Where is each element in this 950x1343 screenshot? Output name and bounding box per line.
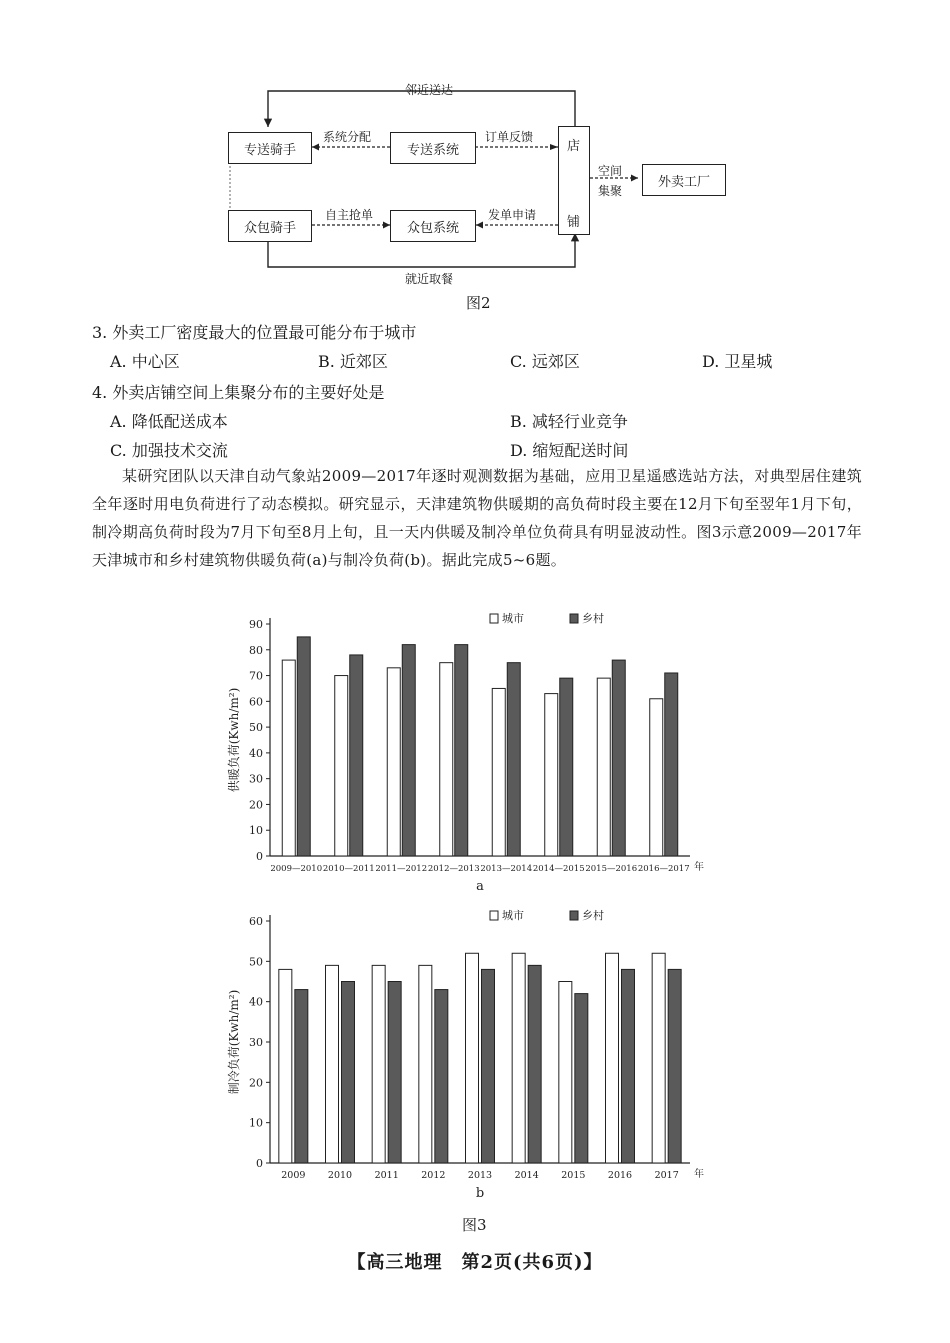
chart-b-bar-city	[559, 982, 572, 1164]
chart-b-bar-rural	[295, 990, 308, 1163]
label-self-grab: 自主抢单	[325, 208, 374, 222]
chart-a-y-tick-label: 80	[249, 643, 263, 657]
chart-b-bar-rural	[622, 969, 635, 1163]
chart-b-bar-city	[652, 953, 665, 1163]
chart-a-legend-swatch-rural	[570, 614, 578, 623]
chart-a-bar-city	[282, 660, 295, 856]
chart-a-y-tick-label: 0	[256, 850, 263, 863]
chart-b-x-axis-label: 年	[694, 1169, 704, 1180]
chart-a-bar-rural	[402, 645, 415, 856]
chart-a-y-tick-label: 30	[249, 772, 263, 786]
label-cluster: 集聚	[598, 184, 623, 198]
chart-b-y-tick-label: 0	[256, 1157, 263, 1170]
chart-b-sublabel: b	[475, 1186, 485, 1201]
chart-a-y-tick-label: 10	[249, 824, 263, 838]
question-4-option-c: C. 加强技术交流	[110, 441, 228, 460]
chart-b-category-label: 2013	[467, 1170, 493, 1181]
chart-a-heating-load	[220, 610, 720, 900]
chart-a-x-axis-label: 年	[694, 862, 704, 873]
chart-b-bar-rural	[388, 982, 401, 1164]
label-send-request: 发单申请	[488, 208, 537, 222]
question-3-stem: 3. 外卖工厂密度最大的位置最可能分布于城市	[92, 323, 417, 342]
chart-a-bar-rural	[455, 645, 468, 856]
chart-b-category-label: 2010	[327, 1170, 353, 1181]
chart-a-y-tick-label: 70	[249, 669, 263, 683]
question-4-option-d: D. 缩短配送时间	[510, 441, 629, 460]
chart-a-bar-city	[440, 663, 453, 856]
question-3-option-d: D. 卫星城	[702, 352, 773, 371]
figure-3-caption: 图3	[462, 1216, 487, 1234]
chart-a-sublabel: a	[476, 879, 484, 894]
label-space: 空间	[598, 164, 623, 178]
chart-a-y-tick-label: 50	[249, 721, 263, 735]
label-system-assign: 系统分配	[323, 130, 372, 144]
chart-b-bar-rural	[482, 969, 495, 1163]
chart-a-category-label: 2014—2015	[532, 864, 585, 874]
chart-a-bar-city	[335, 676, 348, 856]
chart-b-y-tick-label: 10	[249, 1116, 263, 1130]
label-nearby-delivery: 邻近送达	[405, 83, 454, 97]
page-footer: 【高三地理 第2页(共6页)】	[347, 1252, 603, 1273]
chart-a-category-label: 2015—2016	[585, 864, 638, 874]
context-paragraph: 某研究团队以天津自动气象站2009—2017年逐时观测数据为基础，应用卫星遥感选站方法，对典型居住建筑全年逐时用电负荷进行了动态模拟。研究显示，天津建筑物供暖期的高负荷时段主要在12月下旬至翌年1月下旬，制冷期高负荷时段为7月下旬至8月上旬，且一天内供暖及制冷单位负荷具有明显波动性。图3示意2009—2017年天津城市和乡村建筑物供暖负荷(a)与制冷负荷(b)。据此完成5~6题。	[92, 467, 862, 569]
figure-2-caption: 图2	[466, 294, 491, 312]
chart-b-category-label: 2016	[607, 1170, 633, 1181]
chart-a-bar-city	[545, 694, 558, 856]
store-char-top: 店	[567, 139, 581, 154]
chart-a-bar-rural	[350, 655, 363, 856]
chart-a-category-label: 2013—2014	[480, 864, 533, 874]
chart-a-y-tick-label: 20	[249, 798, 263, 812]
chart-b-category-label: 2015	[561, 1170, 586, 1181]
chart-b-y-tick-label: 20	[249, 1076, 263, 1090]
question-3-option-a: A. 中心区	[110, 352, 180, 371]
chart-a-bar-rural	[612, 660, 625, 856]
chart-b-bar-city	[372, 965, 385, 1163]
chart-a-legend-swatch-city	[490, 614, 498, 623]
chart-a-category-label: 2011—2012	[375, 864, 428, 874]
chart-b-bar-rural	[435, 990, 448, 1163]
node-rider-special: 专送骑手	[228, 132, 312, 164]
chart-b-y-axis-label: 制冷负荷(Kwh/m²)	[227, 989, 241, 1095]
chart-a-y-tick-label: 60	[249, 695, 263, 709]
chart-b-bar-city	[466, 953, 479, 1163]
chart-a-bar-city	[492, 688, 505, 856]
label-order-feedback: 订单反馈	[485, 130, 534, 144]
chart-a-category-label: 2012—2013	[427, 864, 480, 874]
chart-b-category-label: 2009	[281, 1170, 306, 1181]
question-4-option-a: A. 降低配送成本	[110, 412, 228, 431]
chart-a-y-axis-label: 供暖负荷(Kwh/m²)	[227, 687, 241, 793]
chart-b-category-label: 2012	[421, 1170, 446, 1181]
question-4-option-b: B. 减轻行业竞争	[510, 412, 628, 431]
chart-b-y-tick-label: 40	[249, 995, 263, 1009]
edge-order-feedback-arrow	[550, 144, 558, 150]
chart-a-bar-city	[597, 678, 610, 856]
chart-a-y-tick-label: 90	[249, 618, 263, 631]
chart-b-y-tick-label: 50	[249, 955, 263, 969]
chart-a-bar-city	[650, 699, 663, 856]
chart-b-bar-city	[326, 965, 339, 1163]
chart-a-y-tick-label: 40	[249, 746, 263, 760]
question-3-option-b: B. 近郊区	[318, 352, 388, 371]
chart-b-category-label: 2011	[374, 1170, 399, 1181]
chart-b-bar-rural	[528, 965, 541, 1163]
chart-b-legend-swatch-city	[490, 911, 498, 920]
chart-b-bar-rural	[668, 969, 681, 1163]
store-char-bottom: 铺	[567, 215, 581, 230]
chart-b-category-label: 2014	[514, 1170, 539, 1181]
chart-b-bar-city	[279, 969, 292, 1163]
chart-b-category-label: 2017	[654, 1170, 679, 1181]
chart-a-category-label: 2010—2011	[322, 864, 375, 874]
chart-b-y-tick-label: 30	[249, 1036, 263, 1049]
chart-b-bar-city	[419, 965, 432, 1163]
chart-a-bar-rural	[297, 637, 310, 856]
chart-b-legend-label-rural: 乡村	[582, 909, 604, 922]
chart-b-y-tick-label: 60	[249, 915, 263, 928]
chart-b-bar-rural	[342, 982, 355, 1164]
node-rider-crowd: 众包骑手	[228, 210, 312, 242]
chart-b-legend-label-city: 城市	[502, 909, 524, 922]
chart-a-bar-rural	[665, 673, 678, 856]
chart-b-bar-city	[606, 953, 619, 1163]
chart-b-bar-city	[512, 953, 525, 1163]
chart-a-bar-rural	[560, 678, 573, 856]
node-system-crowd: 众包系统	[390, 210, 476, 242]
question-4-stem: 4. 外卖店铺空间上集聚分布的主要好处是	[92, 383, 385, 402]
label-nearby-pickup: 就近取餐	[405, 272, 454, 286]
chart-b-cooling-load	[220, 905, 720, 1205]
node-factory: 外卖工厂	[642, 164, 726, 196]
chart-b-legend-swatch-rural	[570, 911, 578, 920]
chart-a-bar-rural	[507, 663, 520, 856]
node-store	[558, 126, 590, 235]
chart-a-bar-city	[387, 668, 400, 856]
chart-a-legend-label-city: 城市	[502, 612, 524, 625]
chart-b-bar-rural	[575, 994, 588, 1163]
chart-a-category-label: 2016—2017	[637, 864, 690, 874]
node-system-special: 专送系统	[390, 132, 476, 164]
chart-a-legend-label-rural: 乡村	[582, 612, 604, 625]
chart-a-category-label: 2009—2010	[270, 864, 323, 874]
question-3-option-c: C. 远郊区	[510, 352, 580, 371]
